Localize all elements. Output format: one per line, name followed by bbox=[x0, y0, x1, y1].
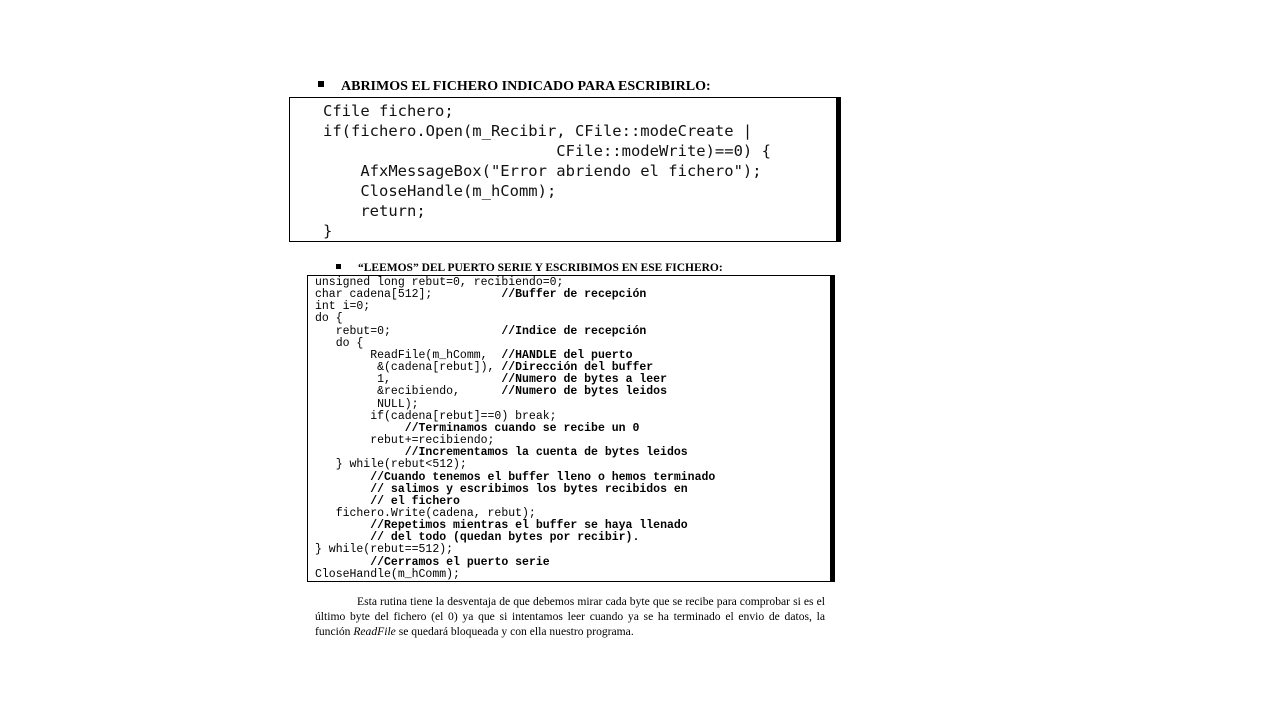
code-comment: //Terminamos cuando se recibe un 0 bbox=[404, 421, 640, 435]
code-line: if(fichero.Open(m_Recibir, CFile::modeCreate | bbox=[323, 122, 753, 140]
code-text bbox=[315, 519, 370, 532]
paragraph-function-name: ReadFile bbox=[353, 625, 396, 638]
code-comment: //Repetimos mientras el buffer se haya llenado bbox=[370, 519, 688, 533]
section-heading-read-port bbox=[336, 262, 723, 274]
code-listing bbox=[315, 277, 715, 581]
code-text: rebut=0; bbox=[315, 324, 502, 338]
code-line bbox=[315, 289, 715, 301]
code-comment: //Dirección del buffer bbox=[501, 361, 654, 375]
code-text bbox=[315, 483, 370, 496]
code-comment: // salimos y escribimos los bytes recibidos en bbox=[370, 482, 688, 496]
code-text bbox=[315, 446, 405, 459]
code-text: if(cadena[rebut]==0) break; bbox=[315, 409, 557, 423]
paragraph-text-start: Esta rutina tiene la desventaja de que debemos mirar cada byte que se recibe para comprobar si es el último byte del fichero (el 0) ya que si intentamos leer cuando ya se ha terminado el envio de datos, la función bbox=[315, 595, 825, 638]
code-text: 1, bbox=[315, 373, 502, 387]
code-text: &recibiendo, bbox=[315, 385, 502, 399]
code-text: } while(rebut==512); bbox=[315, 543, 454, 557]
code-text bbox=[315, 422, 405, 435]
code-comment: //Numero de bytes leidos bbox=[501, 385, 667, 399]
code-text bbox=[315, 531, 370, 544]
code-line bbox=[315, 301, 715, 313]
heading-text: “LEEMOS” DEL PUERTO SERIE Y ESCRIBIMOS EN ESE FICHERO: bbox=[358, 262, 723, 274]
code-text: char cadena[512]; bbox=[315, 288, 502, 302]
bullet-square-icon bbox=[318, 81, 324, 87]
code-text: int i=0; bbox=[315, 300, 371, 314]
code-line: } bbox=[323, 222, 333, 240]
heading-text: ABRIMOS EL FICHERO INDICADO PARA ESCRIBIRLO: bbox=[341, 79, 711, 94]
code-line: return; bbox=[323, 202, 426, 220]
code-line: AfxMessageBox("Error abriendo el fichero"); bbox=[323, 162, 762, 180]
code-comment: //Indice de recepción bbox=[501, 324, 647, 338]
code-line: CloseHandle(m_hComm); bbox=[323, 182, 557, 200]
code-line: CFile::modeWrite)==0) { bbox=[323, 142, 771, 160]
code-text bbox=[315, 495, 370, 508]
code-text bbox=[315, 556, 370, 569]
code-comment: // el fichero bbox=[370, 494, 460, 508]
code-block-read-port bbox=[307, 275, 835, 582]
code-comment: //Cuando tenemos el buffer lleno o hemos terminado bbox=[370, 470, 716, 484]
code-line bbox=[315, 326, 715, 338]
code-comment: //Incrementamos la cuenta de bytes leidos bbox=[404, 446, 688, 460]
code-text bbox=[315, 471, 370, 484]
code-text: } while(rebut<512); bbox=[315, 458, 467, 472]
code-comment: //Buffer de recepción bbox=[501, 288, 647, 302]
code-comment: // del todo (quedan bytes por recibir). bbox=[370, 531, 640, 545]
code-text: rebut+=recibiendo; bbox=[315, 434, 495, 448]
code-listing bbox=[323, 101, 771, 241]
explanation-paragraph bbox=[315, 594, 825, 639]
code-line: Cfile fichero; bbox=[323, 102, 454, 120]
code-text: do { bbox=[315, 336, 364, 350]
code-comment: //Numero de bytes a leer bbox=[501, 373, 667, 387]
code-text: unsigned long rebut=0, recibiendo=0; bbox=[315, 276, 564, 289]
code-text: &(cadena[rebut]), bbox=[315, 361, 502, 375]
section-heading-open-file bbox=[318, 79, 711, 95]
code-text: CloseHandle(m_hComm); bbox=[315, 567, 460, 581]
code-text: fichero.Write(cadena, rebut); bbox=[315, 506, 536, 520]
code-comment: //HANDLE del puerto bbox=[501, 348, 633, 362]
code-text: NULL); bbox=[315, 397, 419, 411]
code-text: ReadFile(m_hComm, bbox=[315, 348, 502, 362]
code-line bbox=[315, 569, 715, 581]
paragraph-text-end: se quedará bloqueada y con ella nuestro programa. bbox=[395, 625, 634, 638]
code-comment: //Cerramos el puerto serie bbox=[370, 555, 550, 569]
bullet-square-icon bbox=[336, 264, 341, 269]
code-text: do { bbox=[315, 312, 343, 326]
code-block-open-file bbox=[289, 97, 841, 242]
